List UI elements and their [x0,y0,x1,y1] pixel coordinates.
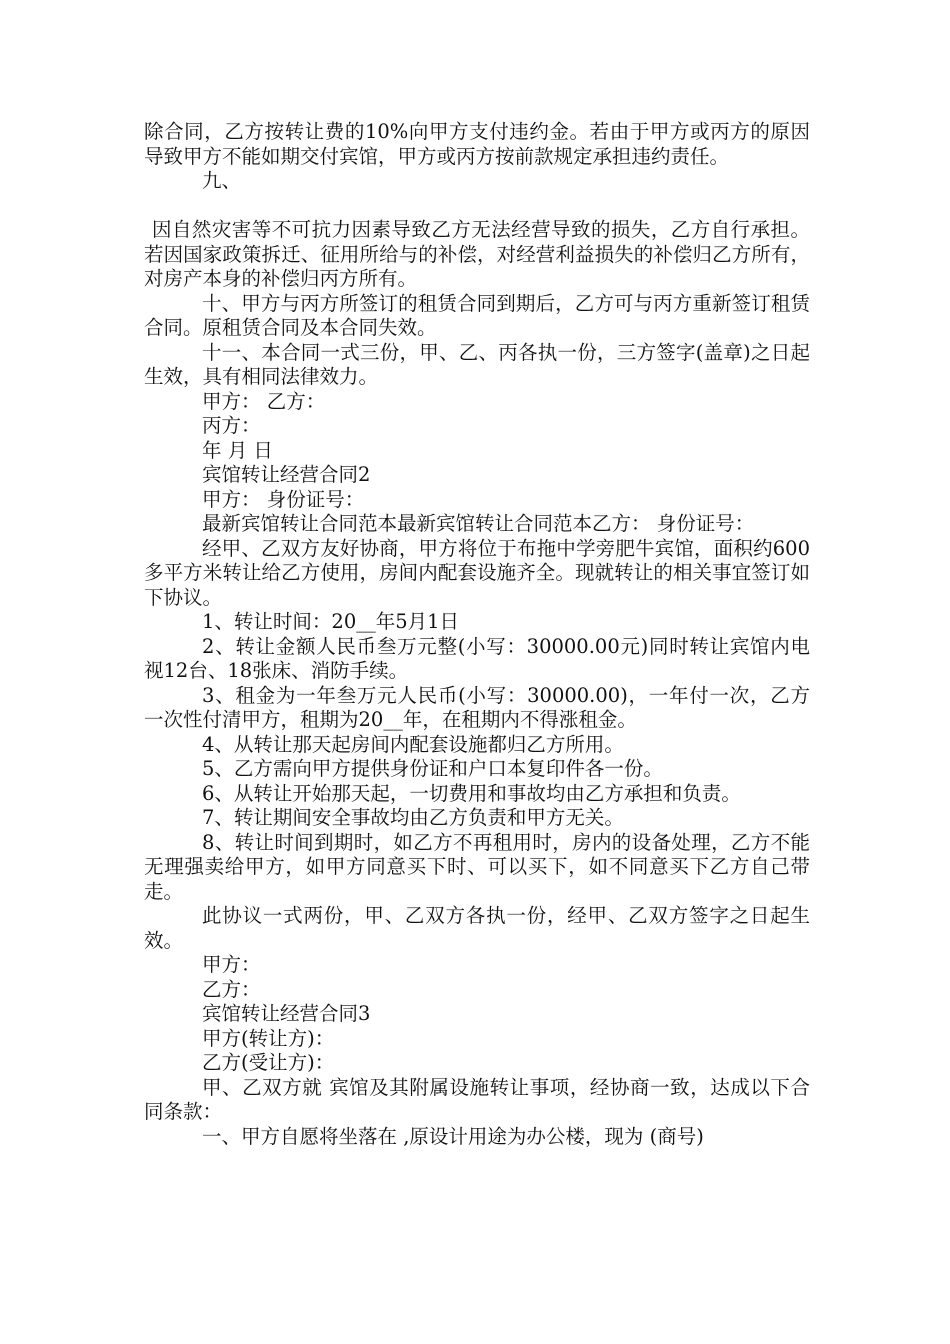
signature-date: 年 月 日 [202,438,273,462]
clause-id-copies: 5、乙方需向甲方提供身份证和户口本复印件各一份。 [202,757,663,780]
paragraph-negotiation: 甲、乙双方就 宾馆及其附属设施转让事项，经协商一致，达成以下合同条款： [144,1075,810,1123]
clause-expiry: 8、转让时间到期时，如乙方不再租用时，房内的设备处理，乙方不能无理强卖给甲方，如甲方同意买下时、可以买下，如不同意买下乙方自己带走。 [144,830,810,903]
signature-party-b: 乙方： [202,977,261,1001]
paragraph-breach-clause: 除合同，乙方按转让费的10%向甲方支付违约金。若由于甲方或丙方的原因导致甲方不能如期交付宾馆，甲方或丙方按前款规定承担违约责任。 [144,120,810,168]
party-a-transferor: 甲方(转让方)： [202,1026,335,1050]
clause-expenses: 6、从转让开始那天起，一切费用和事故均由乙方承担和负责。 [202,781,741,805]
clause-transfer-time: 1、转让时间：20__年5月1日 [202,610,460,633]
signature-party-a-b: 甲方： 乙方： [202,389,326,413]
clause-facilities: 4、从转让那天起房间内配套设施都归乙方所用。 [202,732,624,756]
clause-one-location: 一、甲方自愿将坐落在 ,原设计用途为办公楼，现为 (商号) [202,1124,704,1148]
contract-title-3: 宾馆转让经营合同3 [202,1002,371,1025]
blank-line [144,194,810,219]
signature-party-c: 丙方： [202,414,261,437]
clause-safety: 7、转让期间安全事故均由乙方负责和甲方无关。 [202,806,624,829]
clause-transfer-amount: 2、转让金额人民币叁万元整(小写：30000.00元)同时转让宾馆内电视12台、18张床、消防手续。 [144,634,810,682]
clause-rent: 3、租金为一年叁万元人民币(小写：30000.00)，一年付一次，乙方一次性付清甲方，租期为20__年，在租期内不得涨租金。 [144,683,810,731]
section-heading-nine: 九、 [202,169,242,192]
paragraph-agreement-intro: 经甲、乙双方友好协商，甲方将位于布拖中学旁肥牛宾馆，面积约600多平方米转让给乙方使用，房间内配套设施齐全。现就转让的相关事宜签订如下协议。 [144,536,810,609]
signature-party-a: 甲方： [202,953,261,976]
party-a-id: 甲方： 身份证号： [202,487,365,511]
party-b-id: 最新宾馆转让合同范本最新宾馆转让合同范本乙方： 身份证号： [202,512,755,535]
paragraph-clause-eleven: 十一、本合同一式三份，甲、乙、丙各执一份，三方签字(盖章)之日起生效，具有相同法律效力。 [144,340,810,388]
paragraph-clause-ten: 十、甲方与丙方所签订的租赁合同到期后，乙方可与丙方重新签订租赁合同。原租赁合同及本合同失效。 [144,291,810,339]
paragraph-copies: 此协议一式两份，甲、乙双方各执一份，经甲、乙双方签字之日起生效。 [144,904,810,952]
document-body [144,120,810,1149]
party-b-transferee: 乙方(受让方)： [202,1051,335,1074]
paragraph-force-majeure: 因自然灾害等不可抗力因素导致乙方无法经营导致的损失，乙方自行承担。若因国家政策拆迁、征用所给与的补偿，对经营利益损失的补偿归乙方所有，对房产本身的补偿归丙方所有。 [144,218,810,290]
contract-title-2: 宾馆转让经营合同2 [202,463,371,486]
